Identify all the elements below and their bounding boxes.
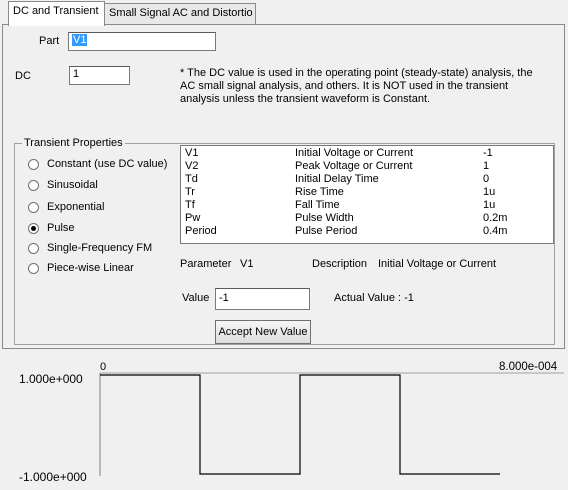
parameter-row[interactable]	[185, 199, 551, 212]
param-description: Initial Delay Time	[295, 173, 379, 185]
dc-note: * The DC value is used in the operating point (steady-state) analysis, the AC small signal analysis, and others. It is NOT used in the transient analysis unless the transient waveform is Constant.	[180, 67, 533, 105]
param-description: Initial Voltage or Current	[295, 147, 414, 159]
param-name: Period	[185, 225, 217, 237]
radio-circle	[28, 202, 39, 213]
description-value: Initial Voltage or Current	[378, 258, 497, 270]
part-field[interactable]	[68, 32, 216, 51]
radio-pulse[interactable]	[28, 222, 75, 234]
accept-new-value-button[interactable]: Accept New Value	[215, 320, 311, 344]
tab-small-signal-ac[interactable]: Small Signal AC and Distortio	[104, 3, 256, 24]
radio-piecewise-linear[interactable]	[28, 262, 134, 274]
param-name: Td	[185, 173, 198, 185]
param-value: 0.4m	[483, 225, 508, 237]
param-name: Tf	[185, 199, 195, 211]
radio-circle	[28, 243, 39, 254]
transient-properties-label: Transient Properties	[24, 137, 123, 149]
parameter-row[interactable]	[185, 147, 551, 160]
radio-label: Piece-wise Linear	[47, 262, 134, 274]
radio-circle	[28, 263, 39, 274]
x-end-label: 8.000e-004	[499, 361, 558, 373]
param-name: V2	[185, 160, 199, 172]
param-value: 1	[483, 160, 490, 172]
param-description: Pulse Period	[295, 225, 358, 237]
dc-field[interactable]: 1	[69, 66, 130, 85]
part-value: V1	[73, 34, 87, 46]
dc-label: DC	[15, 70, 31, 82]
waveform-preview	[0, 350, 568, 490]
param-value: 0	[483, 173, 490, 185]
param-name: Pw	[185, 212, 201, 224]
y-max-label: 1.000e+000	[19, 372, 83, 386]
parameter-label: Parameter	[180, 258, 232, 270]
radio-label: Sinusoidal	[47, 179, 98, 191]
waveform-plot	[0, 350, 568, 490]
param-name: Tr	[185, 186, 195, 198]
radio-label: Exponential	[47, 201, 105, 213]
radio-exponential[interactable]	[28, 201, 105, 213]
parameter-row[interactable]	[185, 160, 551, 173]
radio-selected-dot	[31, 226, 36, 231]
param-description: Rise Time	[295, 186, 344, 198]
radio-label: Pulse	[47, 222, 75, 234]
radio-circle	[28, 223, 39, 234]
param-description: Peak Voltage or Current	[295, 160, 413, 172]
parameter-row[interactable]	[185, 173, 551, 186]
description-label: Description	[312, 258, 368, 270]
parameter-row[interactable]	[185, 186, 551, 199]
radio-constant[interactable]	[28, 158, 167, 170]
param-value: 1u	[483, 186, 496, 198]
param-value: 0.2m	[483, 212, 508, 224]
value-field[interactable]: -1	[215, 288, 310, 310]
radio-sinusoidal[interactable]	[28, 179, 98, 191]
tab-dc-and-transient[interactable]: DC and Transient	[8, 1, 105, 26]
parameter-row[interactable]	[185, 212, 551, 225]
parameter-list[interactable]	[180, 145, 554, 244]
param-value: 1u	[483, 199, 496, 211]
radio-label: Single-Frequency FM	[47, 242, 153, 254]
param-value: -1	[483, 147, 493, 159]
waveform-trace	[100, 375, 500, 474]
y-min-label: -1.000e+000	[19, 470, 87, 484]
radio-circle	[28, 180, 39, 191]
actual-value: Actual Value : -1	[334, 292, 414, 304]
radio-single-frequency-fm[interactable]	[28, 242, 152, 254]
part-label: Part	[39, 35, 60, 47]
parameter-row[interactable]	[185, 225, 551, 238]
param-description: Fall Time	[295, 199, 340, 211]
parameter-value: V1	[240, 258, 254, 270]
x-start-label: 0	[100, 361, 107, 373]
param-name: V1	[185, 147, 199, 159]
radio-circle	[28, 159, 39, 170]
value-label: Value	[182, 292, 210, 304]
param-description: Pulse Width	[295, 212, 354, 224]
radio-label: Constant (use DC value)	[47, 158, 168, 170]
